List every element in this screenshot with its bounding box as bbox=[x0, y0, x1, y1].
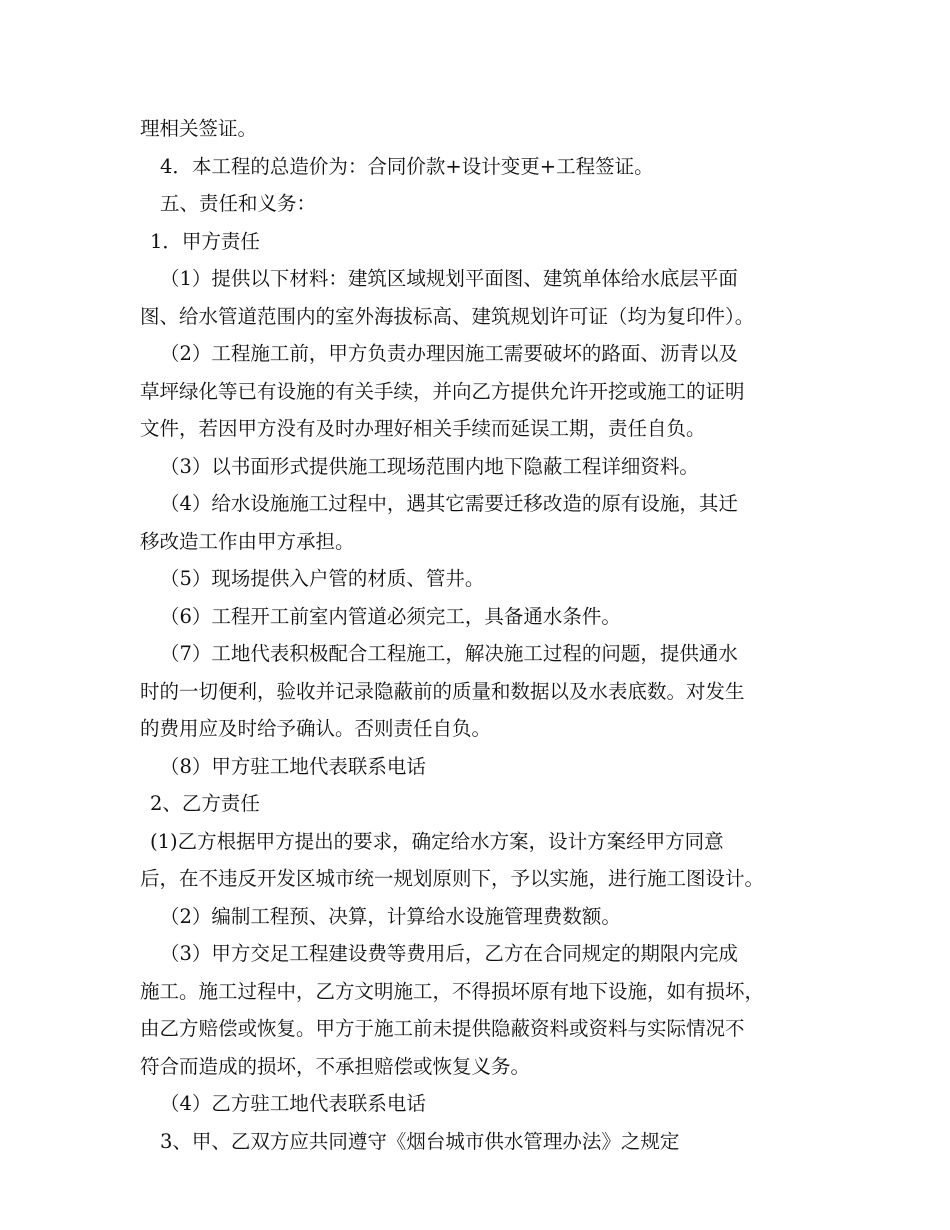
text-line: 时的一切便利，验收并记录隐蔽前的质量和数据以及水表底数。对发生 bbox=[140, 679, 745, 703]
text-line: （8）甲方驻工地代表联系电话 bbox=[160, 754, 426, 778]
text-line: （2）编制工程预、决算，计算给水设施管理费数额。 bbox=[160, 904, 621, 928]
text-line: （4）给水设施施工过程中，遇其它需要迁移改造的原有设施，其迁 bbox=[160, 492, 738, 515]
text-line: 3、甲、乙双方应共同遵守《烟台城市供水管理办法》之规定 bbox=[160, 1129, 680, 1153]
text-line: （2）工程施工前，甲方负责办理因施工需要破坏的路面、沥青以及 bbox=[160, 342, 738, 365]
text-line: （3）甲方交足工程建设费等费用后，乙方在合同规定的期限内完成 bbox=[160, 942, 738, 965]
text-line: （3）以书面形式提供施工现场范围内地下隐蔽工程详细资料。 bbox=[160, 454, 699, 478]
text-line: 后，在不违反开发区城市统一规划原则下，予以实施，进行施工图设计。 bbox=[140, 867, 765, 890]
text-line: 2、乙方责任 bbox=[150, 792, 260, 815]
text-line: （1）提供以下材料：建筑区域规划平面图、建筑单体给水底层平面 bbox=[160, 267, 738, 290]
text-line: （7）工地代表积极配合工程施工，解决施工过程的问题，提供通水 bbox=[160, 642, 738, 665]
text-line: （4）乙方驻工地代表联系电话 bbox=[160, 1092, 426, 1115]
text-line: 由乙方赔偿或恢复。甲方于施工前未提供隐蔽资料或资料与实际情况不 bbox=[140, 1017, 745, 1040]
text-line: （5）现场提供入户管的材质、管井。 bbox=[160, 567, 485, 590]
text-line: 1．甲方责任 bbox=[150, 229, 260, 253]
text-line: 移改造工作由甲方承担。 bbox=[140, 529, 355, 553]
text-line: (1)乙方根据甲方提出的要求，确定给水方案，设计方案经甲方同意 bbox=[150, 829, 724, 853]
text-line: 文件，若因甲方没有及时办理好相关手续而延误工期，责任自负。 bbox=[140, 417, 706, 440]
document-body bbox=[140, 110, 820, 1160]
text-line: 理相关签证。 bbox=[140, 117, 258, 140]
text-line: 图、给水管道范围内的室外海拔标高、建筑规划许可证（均为复印件）。 bbox=[140, 304, 755, 328]
text-line: 4．本工程的总造价为：合同价款+设计变更+工程签证。 bbox=[160, 154, 654, 178]
text-line: 五、责任和义务： bbox=[160, 192, 317, 215]
text-line: 符合而造成的损坏，不承担赔偿或恢复义务。 bbox=[140, 1054, 531, 1078]
text-line: （6）工程开工前室内管道必须完工，具备通水条件。 bbox=[160, 604, 621, 628]
text-line: 的费用应及时给予确认。否则责任自负。 bbox=[140, 717, 492, 740]
text-line: 草坪绿化等已有设施的有关手续，并向乙方提供允许开挖或施工的证明 bbox=[140, 379, 745, 403]
text-line: 施工。施工过程中，乙方文明施工，不得损坏原有地下设施，如有损坏， bbox=[140, 979, 765, 1003]
